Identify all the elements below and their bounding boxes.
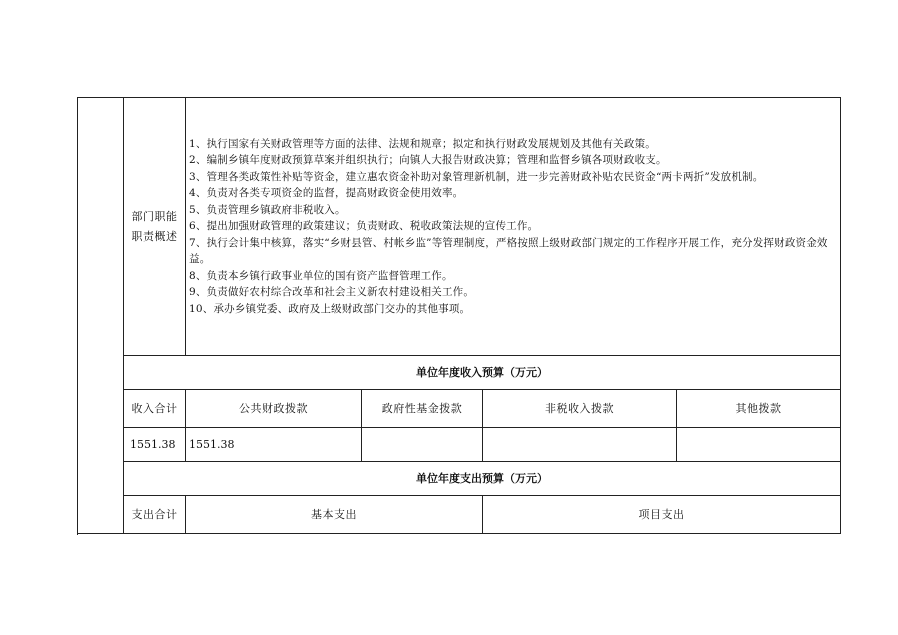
duty-item: 3、管理各类政策性补贴等资金，建立惠农资金补助对象管理新机制，进一步完善财政补贴农民资金“两卡两折”发放机制。	[189, 170, 764, 183]
duty-item: 8、负责本乡镇行政事业单位的国有资产监督管理工作。	[189, 269, 453, 282]
duties-row	[78, 98, 841, 356]
income-total-header: 收入合计	[124, 390, 186, 428]
duty-item: 10、承办乡镇党委、政府及上级财政部门交办的其他事项。	[189, 302, 471, 315]
expense-header-row	[78, 496, 841, 534]
outer-blank-cell	[78, 98, 124, 534]
duties-content	[186, 98, 841, 356]
public-finance-value: 1551.38	[186, 428, 362, 462]
income-total-value: 1551.38	[124, 428, 186, 462]
non-tax-value	[483, 428, 677, 462]
other-header: 其他拨款	[677, 390, 841, 428]
duty-item: 7、执行会计集中核算，落实“乡财县管、村帐乡监”等管理制度，严格按照上级财政部门规定的工作程序开展工作，充分发挥财政资金效益。	[189, 236, 828, 266]
expense-title: 单位年度支出预算（万元）	[124, 462, 841, 496]
duty-item: 1、执行国家有关财政管理等方面的法律、法规和规章；拟定和执行财政发展规划及其他有关政策。	[189, 137, 656, 150]
basic-expense-header: 基本支出	[186, 496, 483, 534]
project-expense-header: 项目支出	[483, 496, 841, 534]
expense-total-header: 支出合计	[124, 496, 186, 534]
income-value-row	[78, 428, 841, 462]
expense-title-row	[78, 462, 841, 496]
income-title: 单位年度收入预算（万元）	[124, 356, 841, 390]
duty-item: 5、负责管理乡镇政府非税收入。	[189, 203, 346, 216]
duty-item: 9、负责做好农村综合改革和社会主义新农村建设相关工作。	[189, 286, 475, 299]
income-title-row	[78, 356, 841, 390]
budget-table	[77, 97, 841, 534]
gov-fund-header: 政府性基金拨款	[362, 390, 483, 428]
income-header-row	[78, 390, 841, 428]
duties-label: 部门职能职责概述	[124, 98, 186, 356]
gov-fund-value	[362, 428, 483, 462]
public-finance-header: 公共财政拨款	[186, 390, 362, 428]
other-value	[677, 428, 841, 462]
duty-item: 6、提出加强财政管理的政策建议；负责财政、税收政策法规的宣传工作。	[189, 220, 539, 233]
duty-item: 4、负责对各类专项资金的监督，提高财政资金使用效率。	[189, 187, 464, 200]
duty-item: 2、编制乡镇年度财政预算草案并组织执行；向镇人大报告财政决算；管理和监督乡镇各项财政收支。	[189, 154, 667, 167]
non-tax-header: 非税收入拨款	[483, 390, 677, 428]
